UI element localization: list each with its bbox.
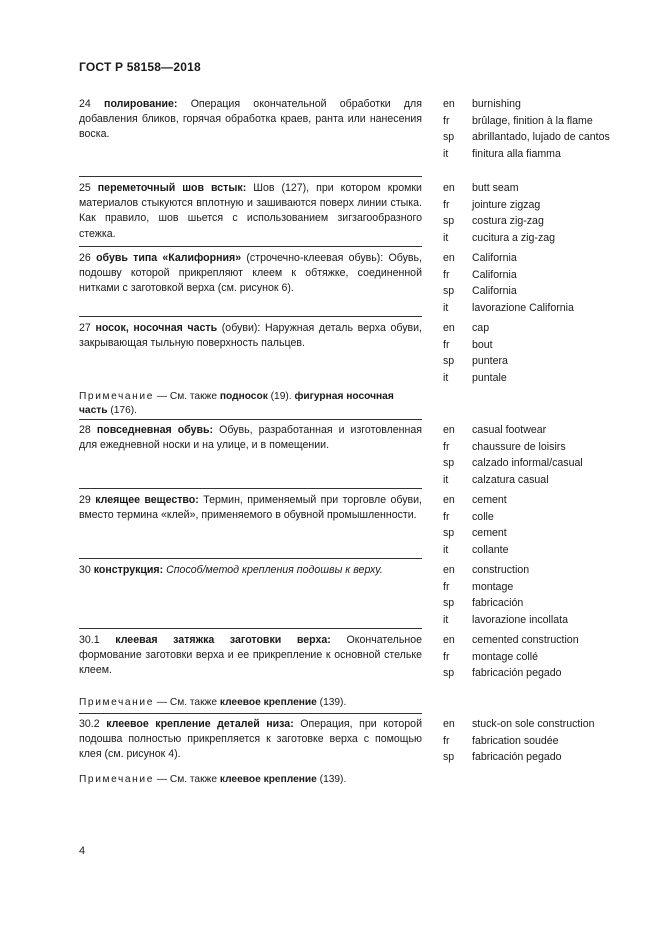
translation-text: lavorazione California	[472, 301, 574, 314]
term-definition: Окончательное формование заготовки верха и ее прикрепление к основной стельке клеем.	[79, 634, 422, 677]
term-entry-28	[79, 423, 422, 453]
translations-30	[443, 562, 633, 628]
translation-text: California	[472, 252, 517, 264]
translation-row	[443, 525, 633, 542]
note-reference: клеевое крепление	[219, 697, 317, 708]
translation-text: calzado informal/casual	[472, 457, 583, 470]
note-27	[79, 390, 422, 418]
note-30-2	[79, 773, 422, 787]
translation-row	[443, 492, 633, 509]
translation-row	[443, 300, 633, 317]
translations-25	[443, 180, 633, 246]
translation-row	[443, 146, 633, 163]
separator-line	[79, 419, 422, 420]
lang-code: fr	[443, 198, 450, 211]
note-label: Примечание	[79, 774, 154, 785]
translation-text: fabricación pegado	[472, 751, 562, 764]
translation-text: montage collé	[472, 650, 538, 663]
translations-24	[443, 96, 633, 162]
lang-code: en	[443, 252, 455, 264]
translation-row	[443, 749, 633, 766]
term-name: повседневная обувь:	[96, 424, 214, 436]
term-entry-27	[79, 321, 422, 351]
term-name: полирование:	[104, 98, 178, 110]
note-reference: подносок	[219, 391, 268, 402]
separator-line	[79, 488, 422, 489]
translation-row	[443, 579, 633, 596]
lang-code: it	[443, 301, 449, 314]
lang-code: it	[443, 613, 449, 626]
note-prefix: — См. также	[156, 697, 218, 708]
term-definition: Способ/метод крепления подошвы к верху.	[166, 564, 383, 576]
translation-row	[443, 472, 633, 489]
translation-text: brûlage, finition à la flame	[472, 114, 593, 127]
translation-row	[443, 353, 633, 370]
lang-code: en	[443, 634, 455, 646]
lang-code: sp	[443, 597, 455, 610]
term-number: 24	[79, 98, 91, 110]
term-entry-30-2	[79, 717, 422, 763]
translation-row	[443, 509, 633, 526]
lang-code: en	[443, 564, 455, 576]
lang-code: it	[443, 473, 449, 486]
term-entry-30	[79, 563, 422, 578]
lang-code: en	[443, 424, 455, 436]
lang-code: fr	[443, 440, 450, 453]
translation-row	[443, 96, 633, 113]
translations-30-1	[443, 632, 633, 682]
page-number: 4	[79, 845, 86, 857]
translation-row	[443, 595, 633, 612]
separator-line	[79, 713, 422, 714]
separator-line	[79, 628, 422, 629]
translation-text: cucitura a zig-zag	[472, 231, 556, 244]
term-entry-30-1	[79, 633, 422, 679]
translation-text: puntera	[472, 355, 508, 368]
translation-row	[443, 129, 633, 146]
translation-row	[443, 370, 633, 387]
translation-row	[443, 422, 633, 439]
separator-line	[79, 316, 422, 317]
term-definition: Шов (127), при котором кромки материалов стыкуются вплотную и зашиваются поверх линии стыка. Как правило, шов шьется с использованием зигзагообразного стежка.	[79, 182, 422, 240]
lang-code: fr	[443, 580, 450, 593]
translation-text: construction	[472, 564, 530, 576]
separator-line	[79, 176, 422, 177]
translation-row	[443, 455, 633, 472]
translation-row	[443, 230, 633, 247]
term-entry-24	[79, 97, 422, 143]
note-label: Примечание	[79, 391, 154, 402]
term-entry-25	[79, 181, 422, 242]
lang-code: it	[443, 371, 449, 384]
translation-row	[443, 733, 633, 750]
term-definition: (строчечно-клеевая обувь): Обувь, подошву которой прикрепляют клеем к обтяжке, соединенной нитками с заготовкой верха (см. рисунок 6).	[79, 252, 422, 295]
translation-row	[443, 283, 633, 300]
term-name: клеевое крепление деталей низа:	[106, 718, 294, 730]
translation-text: California	[472, 268, 517, 281]
term-name: носок, носочная часть	[95, 322, 218, 334]
term-name: обувь типа «Калифорния»	[96, 252, 242, 264]
translation-text: stuck-on sole construction	[472, 718, 595, 730]
translation-row	[443, 197, 633, 214]
translation-text: cement	[472, 494, 507, 506]
note-30-1	[79, 696, 422, 710]
translation-text: finitura alla fiamma	[472, 147, 561, 160]
separator-line	[79, 246, 422, 247]
translation-text: fabrication soudée	[472, 734, 559, 747]
translation-text: costura zig-zag	[472, 215, 544, 228]
term-name: клеевая затяжка заготовки верха:	[115, 634, 331, 646]
lang-code: en	[443, 182, 455, 194]
term-number: 30.1	[79, 634, 100, 646]
translation-text: jointure zigzag	[472, 198, 541, 211]
translation-text: fabricación pegado	[472, 667, 562, 680]
lang-code: en	[443, 718, 455, 730]
term-number: 28	[79, 424, 91, 436]
term-entry-29	[79, 493, 422, 523]
translation-text: cemented construction	[472, 634, 579, 646]
lang-code: sp	[443, 457, 455, 470]
document-header: ГОСТ Р 58158—2018	[79, 60, 201, 74]
term-definition: Термин, применяемый при торговле обуви, вместо термина «клей», применяемого в обувной промышленности.	[79, 494, 422, 522]
note-prefix: — См. также	[156, 391, 218, 402]
translations-28	[443, 422, 633, 488]
translation-row	[443, 562, 633, 579]
term-definition: Операция окончательной обработки для добавления бликов, горячая обработка краев, ранта или нанесения воска.	[79, 98, 422, 141]
translation-text: abrillantado, lujado de cantos	[472, 131, 610, 144]
term-entry-26	[79, 251, 422, 297]
term-number: 30	[79, 564, 91, 576]
translation-row	[443, 439, 633, 456]
translations-29	[443, 492, 633, 558]
note-label: Примечание	[79, 697, 154, 708]
translation-row	[443, 113, 633, 130]
translation-row	[443, 632, 633, 649]
lang-code: fr	[443, 268, 450, 281]
translation-row	[443, 649, 633, 666]
translation-text: bout	[472, 338, 493, 351]
lang-code: it	[443, 231, 449, 244]
term-number: 25	[79, 182, 91, 194]
term-name: клеящее вещество:	[95, 494, 199, 506]
lang-code: it	[443, 147, 449, 160]
lang-code: fr	[443, 734, 450, 747]
term-number: 29	[79, 494, 91, 506]
lang-code: sp	[443, 667, 455, 680]
note-text: (19).	[270, 391, 292, 402]
translations-27	[443, 320, 633, 386]
note-prefix: — См. также	[156, 774, 218, 785]
lang-code: it	[443, 543, 449, 556]
note-reference: клеевое крепление	[219, 774, 317, 785]
translation-row	[443, 180, 633, 197]
term-name: переметочный шов встык:	[97, 182, 247, 194]
translation-text: California	[472, 285, 517, 298]
translation-text: calzatura casual	[472, 473, 549, 486]
lang-code: fr	[443, 114, 450, 127]
translation-text: montage	[472, 580, 514, 593]
translation-row	[443, 665, 633, 682]
translation-text: collante	[472, 543, 509, 556]
translation-text: colle	[472, 510, 494, 523]
note-suffix: (176).	[110, 405, 137, 417]
separator-line	[79, 558, 422, 559]
translation-text: cement	[472, 527, 507, 540]
term-definition: Операция, при которой подошва полностью прикрепляется к заготовке верха с помощью клея (см. рисунок 4).	[79, 718, 422, 761]
term-number: 27	[79, 322, 91, 334]
translation-text: lavorazione incollata	[472, 613, 568, 626]
translation-text: butt seam	[472, 182, 519, 194]
translation-row	[443, 612, 633, 629]
translation-text: casual footwear	[472, 424, 547, 436]
note-suffix: (139).	[319, 697, 347, 708]
translations-26	[443, 250, 633, 316]
lang-code: sp	[443, 527, 455, 540]
translation-row	[443, 542, 633, 559]
translation-text: chaussure de loisirs	[472, 440, 566, 453]
translation-row	[443, 213, 633, 230]
lang-code: sp	[443, 751, 455, 764]
lang-code: sp	[443, 285, 455, 298]
translation-row	[443, 716, 633, 733]
translation-row	[443, 320, 633, 337]
term-number: 30.2	[79, 718, 100, 730]
translation-text: cap	[472, 322, 490, 334]
translation-text: fabricación	[472, 597, 524, 610]
term-number: 26	[79, 252, 91, 264]
translation-row	[443, 337, 633, 354]
lang-code: fr	[443, 338, 450, 351]
lang-code: en	[443, 98, 455, 110]
term-name: конструкция:	[93, 564, 164, 576]
lang-code: en	[443, 322, 455, 334]
lang-code: fr	[443, 510, 450, 523]
lang-code: sp	[443, 355, 455, 368]
lang-code: fr	[443, 650, 450, 663]
translation-text: puntale	[472, 371, 507, 384]
translations-30-2	[443, 716, 633, 766]
lang-code: en	[443, 494, 455, 506]
note-suffix: (139).	[319, 774, 347, 785]
term-definition: (обуви): Наружная деталь верха обуви, закрывающая тыльную поверхность пальцев.	[79, 322, 422, 350]
translation-row	[443, 250, 633, 267]
translation-row	[443, 267, 633, 284]
lang-code: sp	[443, 131, 455, 144]
translation-text: burnishing	[472, 98, 521, 110]
term-definition: Обувь, разработанная и изготовленная для ежедневной носки и на улице, и в помещении.	[79, 424, 423, 452]
lang-code: sp	[443, 215, 455, 228]
note-reference: фигурная носочная часть	[79, 391, 394, 417]
